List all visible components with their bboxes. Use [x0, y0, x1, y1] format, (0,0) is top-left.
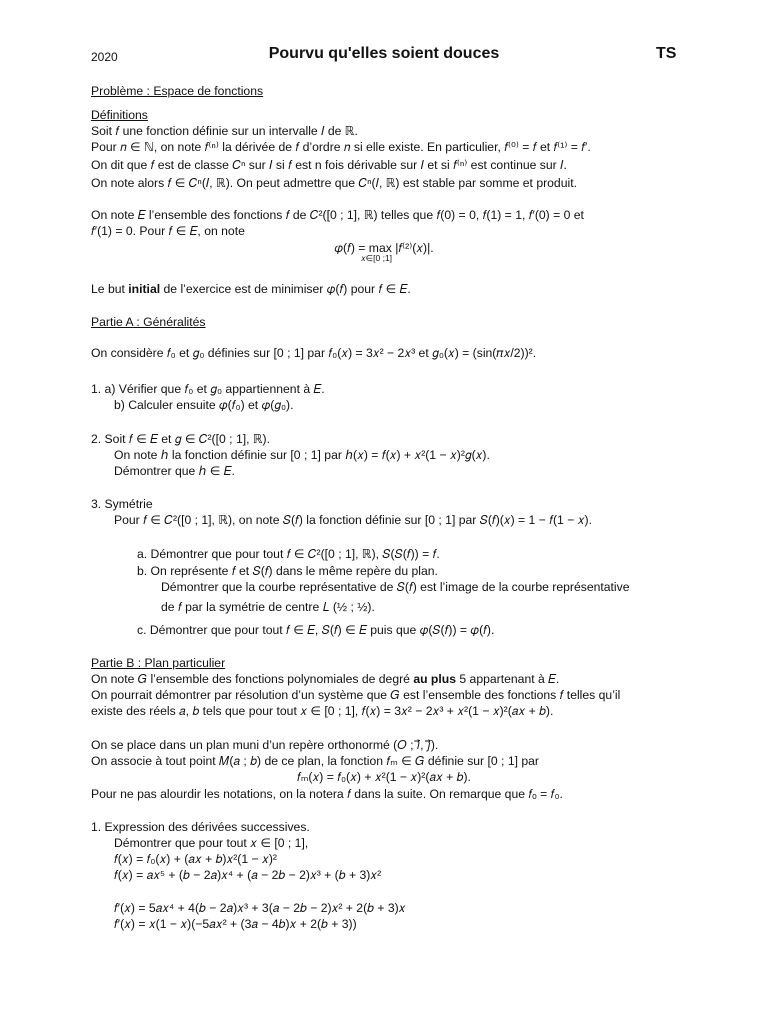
page-title: Pourvu qu'elles soient douces	[268, 45, 500, 62]
phi-formula-text: 𝜑(𝑓) = max |𝑓⁽²⁾(𝑥)|.	[334, 241, 434, 255]
problem-title: Problème : Espace de fonctions	[91, 84, 264, 98]
part-b-title: Partie B : Plan particulier	[91, 656, 226, 670]
header-year: 2020	[91, 50, 118, 64]
part-b-line: On associe à tout point 𝑀(𝑎 ; 𝑏) de ce plan, la fonction 𝑓ₘ ∈ 𝐺 définie sur [0 ; 1] par	[91, 754, 539, 768]
part-a-title: Partie A : Généralités	[91, 315, 206, 329]
question-a3: 3. Symétrie	[91, 497, 153, 511]
equation-line: 𝑓(𝑥) = 𝑓₀(𝑥) + (𝑎𝑥 + 𝑏)𝑥²(1 − 𝑥)²	[114, 852, 277, 866]
part-b-line: On pourrait démontrer par résolution d’un système que 𝐺 est l’ensemble des fonctions 𝑓 telles qu’il	[91, 688, 621, 702]
part-b-line: existe des réels 𝑎, 𝑏 tels que pour tout 𝑥 ∈ [0 ; 1], 𝑓(𝑥) = 3𝑥² − 2𝑥³ + 𝑥²(1 − 𝑥)²(𝑎𝑥 + 𝑏).	[91, 704, 554, 718]
question-a1a: 1. a) Vérifier que 𝑓₀ et 𝑔₀ appartiennent à 𝐸.	[91, 382, 325, 396]
question-a3a: a. Démontrer que pour tout 𝑓 ∈ 𝐶²([0 ; 1], ℝ), 𝑆(𝑆(𝑓)) = 𝑓.	[137, 547, 440, 561]
goal-line: Le but initial de l’exercice est de minimiser 𝜑(𝑓) pour 𝑓 ∈ 𝐸.	[91, 282, 411, 296]
part-b-formula: 𝑓ₘ(𝑥) = 𝑓₀(𝑥) + 𝑥²(1 − 𝑥)²(𝑎𝑥 + 𝑏).	[297, 770, 471, 784]
question-a3b: b. On représente 𝑓 et 𝑆(𝑓) dans le même repère du plan.	[137, 564, 438, 578]
phi-subscript: 𝑥∈[0 ;1]	[361, 253, 393, 263]
equation-line: 𝑓′(𝑥) = 𝑥(1 − 𝑥)(−5𝑎𝑥² + (3𝑎 − 4𝑏)𝑥 + 2(𝑏 + 3))	[114, 917, 357, 931]
question-a2: 2. Soit 𝑓 ∈ 𝐸 et 𝑔 ∈ 𝐶²([0 ; 1], ℝ).	[91, 432, 270, 446]
header-class: TS	[656, 45, 677, 62]
definitions-line: On dit que 𝑓 est de classe 𝐶ⁿ sur 𝐼 si 𝑓 est n fois dérivable sur 𝐼 et si 𝑓⁽ⁿ⁾ est continue sur 𝐼.	[91, 158, 567, 172]
equation-line: 𝑓′(𝑥) = 5𝑎𝑥⁴ + 4(𝑏 − 2𝑎)𝑥³ + 3(𝑎 − 2𝑏 − 2)𝑥² + 2(𝑏 + 3)𝑥	[114, 901, 406, 915]
question-b1: 1. Expression des dérivées successives.	[91, 820, 310, 834]
set-e-line: On note 𝐸 l’ensemble des fonctions 𝑓 de 𝐶²([0 ; 1], ℝ) telles que 𝑓(0) = 0, 𝑓(1) = 1, 𝑓′(0) = 0 et	[91, 208, 584, 222]
definitions-line: On note alors 𝑓 ∈ 𝐶ⁿ(𝐼, ℝ). On peut admettre que 𝐶ⁿ(𝐼, ℝ) est stable par somme et produit.	[91, 176, 577, 190]
question-a2-line: On note ℎ la fonction définie sur [0 ; 1] par ℎ(𝑥) = 𝑓(𝑥) + 𝑥²(1 − 𝑥)²𝑔(𝑥).	[114, 448, 490, 462]
question-a3-line: Pour 𝑓 ∈ 𝐶²([0 ; 1], ℝ), on note 𝑆(𝑓) la fonction définie sur [0 ; 1] par 𝑆(𝑓)(𝑥) = 1 − 𝑓(1 − 𝑥).	[114, 513, 592, 527]
question-a3c: c. Démontrer que pour tout 𝑓 ∈ 𝐸, 𝑆(𝑓) ∈ 𝐸 puis que 𝜑(𝑆(𝑓)) = 𝜑(𝑓).	[137, 623, 495, 637]
part-b-line: On note 𝐺 l’ensemble des fonctions polynomiales de degré au plus 5 appartenant à 𝐸.	[91, 672, 560, 686]
question-a2-line: Démontrer que ℎ ∈ 𝐸.	[114, 464, 235, 478]
set-e-line: 𝑓′(1) = 0. Pour 𝑓 ∈ 𝐸, on note	[91, 224, 245, 238]
part-b-line: Pour ne pas alourdir les notations, on la notera 𝑓 dans la suite. On remarque que 𝑓ₒ = 𝑓₀.	[91, 787, 563, 801]
equation-line: 𝑓(𝑥) = 𝑎𝑥⁵ + (𝑏 − 2𝑎)𝑥⁴ + (𝑎 − 2𝑏 − 2)𝑥³ + (𝑏 + 3)𝑥²	[114, 868, 382, 882]
part-a-intro: On considère 𝑓₀ et 𝑔₀ définies sur [0 ; 1] par 𝑓₀(𝑥) = 3𝑥² − 2𝑥³ et 𝑔₀(𝑥) = (sin(𝜋𝑥/2))².	[91, 346, 537, 360]
definitions-title: Définitions	[91, 108, 148, 122]
question-a3b-line: Démontrer que la courbe représentative de 𝑆(𝑓) est l’image de la courbe représentative	[161, 580, 630, 594]
definitions-line: Soit 𝑓 une fonction définie sur un intervalle 𝐼 de ℝ.	[91, 124, 358, 138]
part-b-line: On se place dans un plan muni d’un repère orthonormé (𝑂 ; 𝑖⃗, 𝑗⃗).	[91, 738, 439, 752]
question-b1-line: Démontrer que pour tout 𝑥 ∈ [0 ; 1],	[114, 836, 309, 850]
question-a1b: b) Calculer ensuite 𝜑(𝑓₀) et 𝜑(𝑔₀).	[114, 398, 294, 412]
question-a3b-line: de 𝑓 par la symétrie de centre 𝐿 (½ ; ½).	[161, 600, 375, 614]
definitions-line: Pour 𝑛 ∈ ℕ, on note 𝑓⁽ⁿ⁾ la dérivée de 𝑓 d’ordre 𝑛 si elle existe. En particulier, 𝑓⁽⁰⁾ = 𝑓 et 𝑓⁽¹⁾ = 𝑓′.	[91, 140, 591, 154]
